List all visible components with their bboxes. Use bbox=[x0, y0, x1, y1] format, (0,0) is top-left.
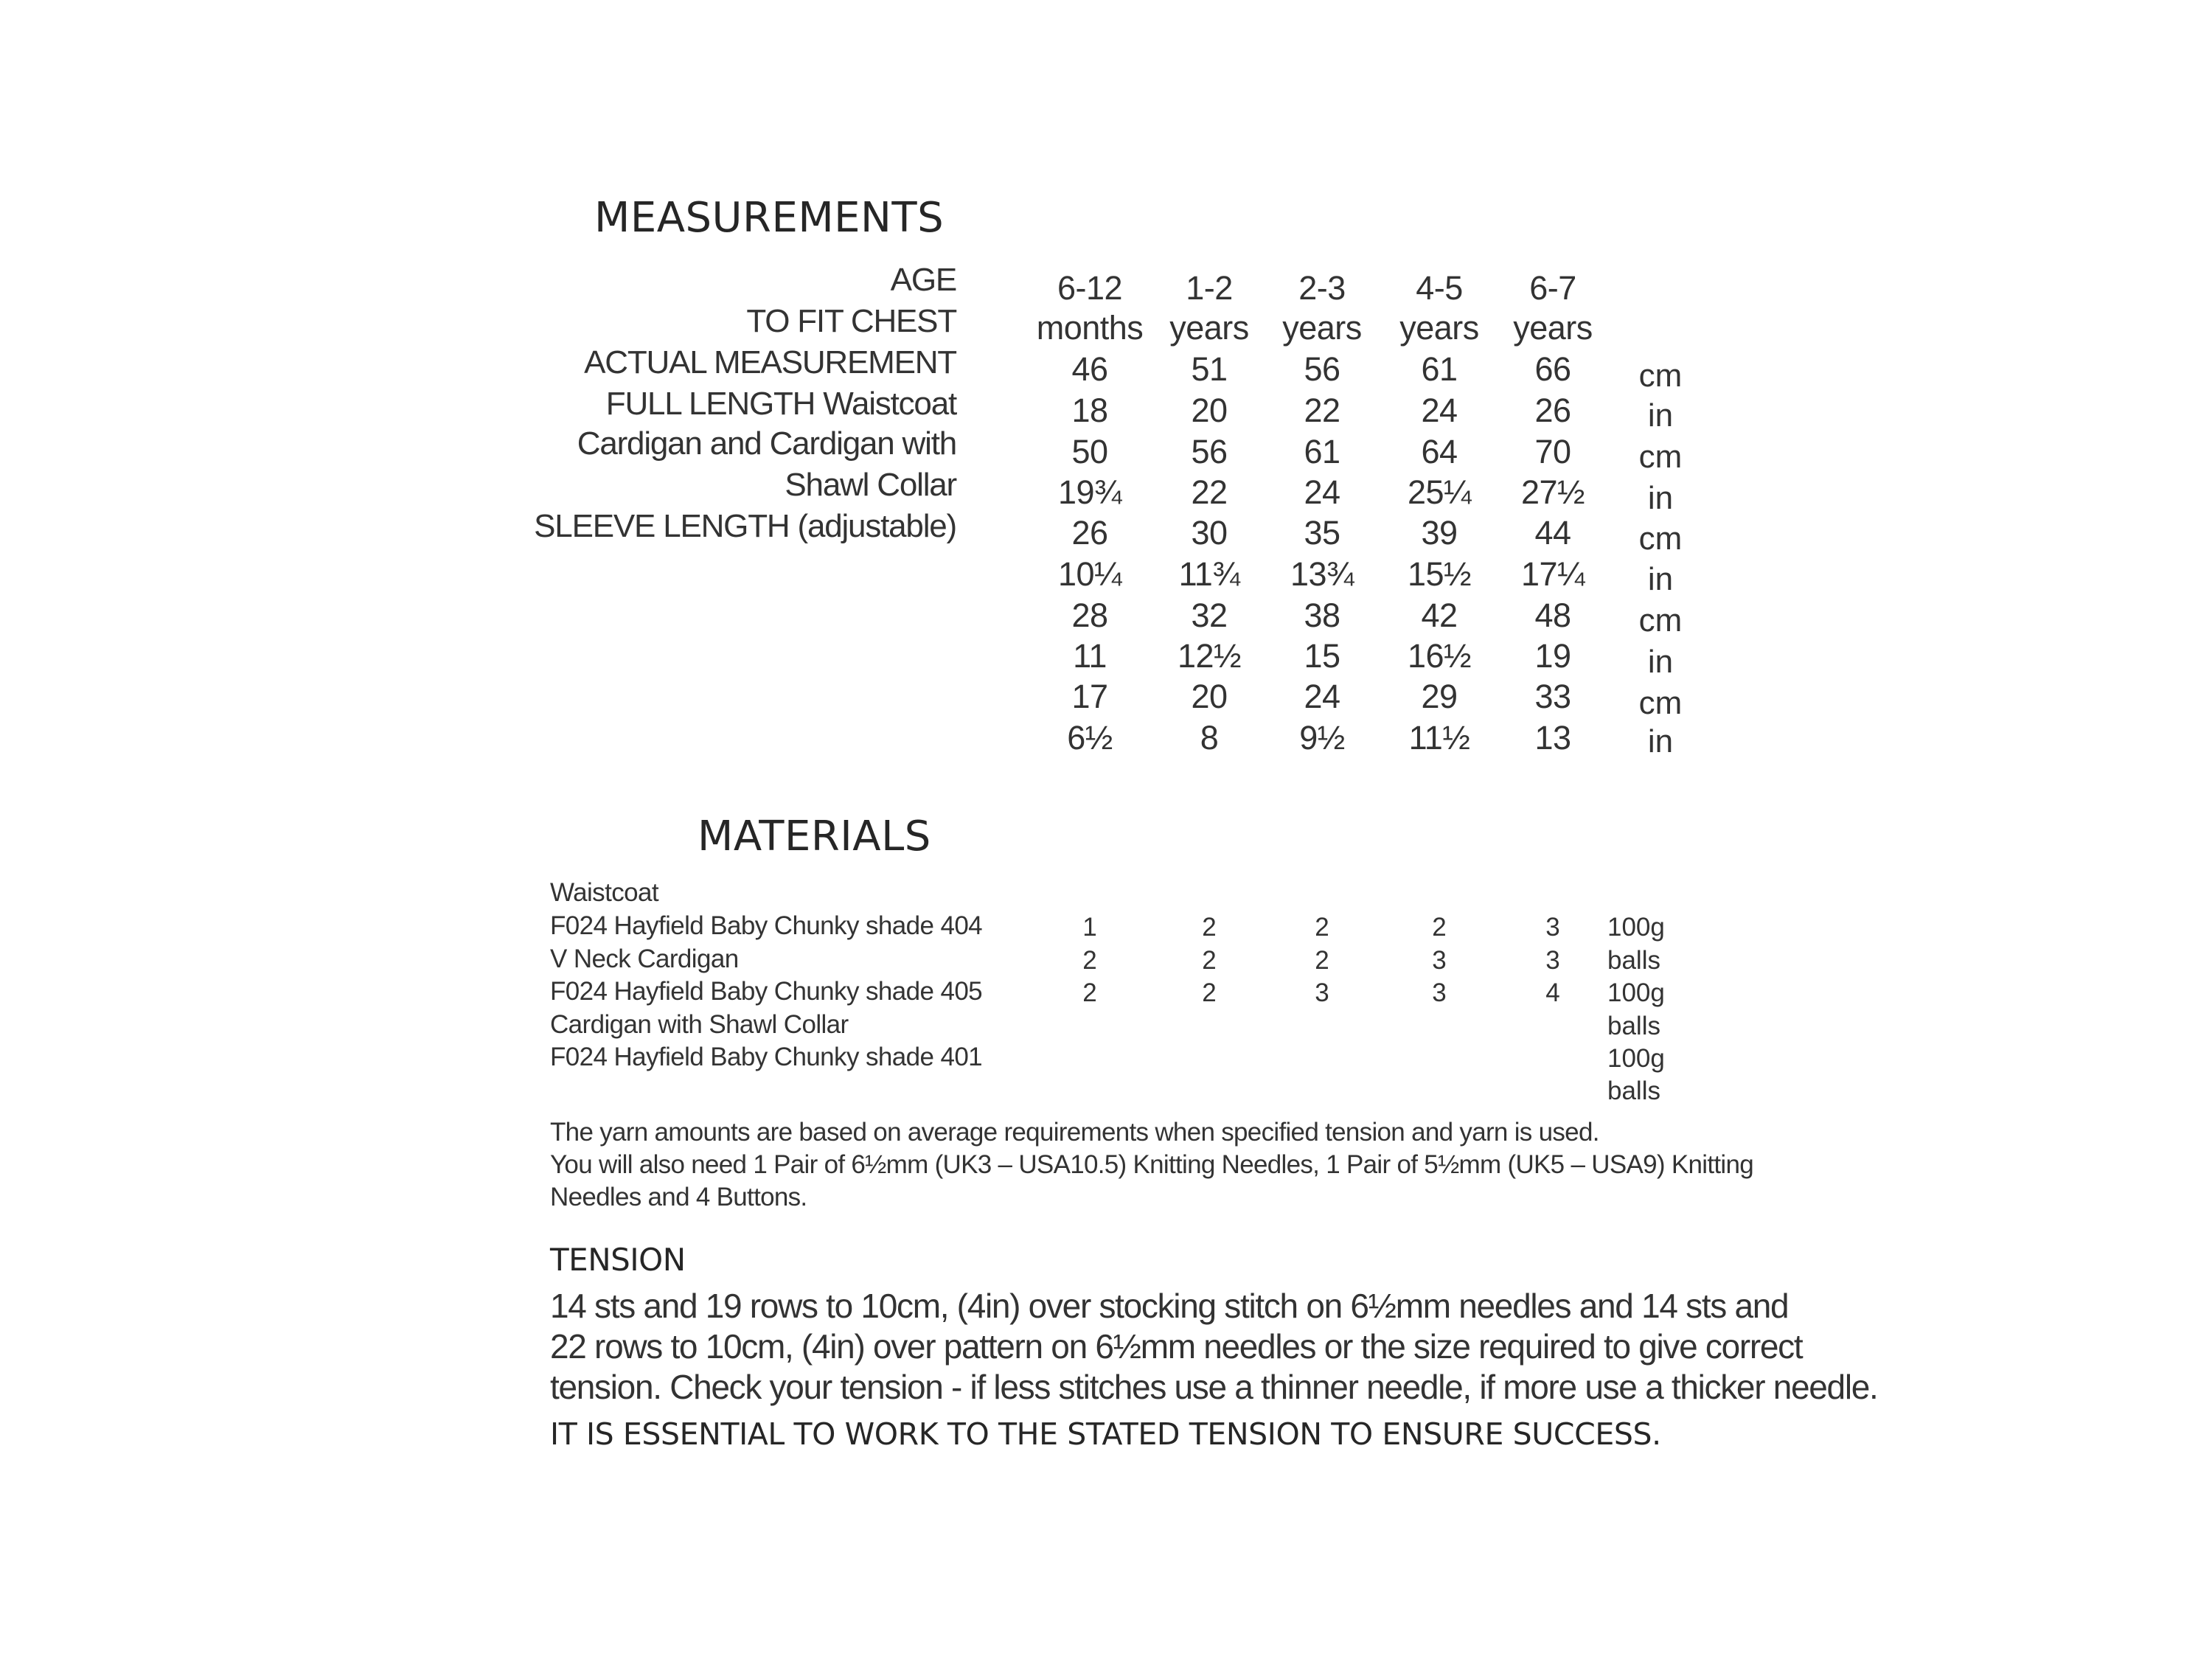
material-quantity: 2 bbox=[1202, 978, 1217, 1007]
measurement-cell: 18 bbox=[1071, 392, 1108, 429]
measurement-unit: in bbox=[1647, 480, 1674, 516]
tension-essential-notice: IT IS ESSENTIAL TO WORK TO THE STATED TENSION TO ENSURE SUCCESS. bbox=[550, 1416, 1661, 1452]
material-quantity: 3 bbox=[1545, 946, 1560, 975]
material-quantity: 3 bbox=[1432, 946, 1447, 975]
material-quantity: 3 bbox=[1432, 978, 1447, 1007]
label-sleeve-length: SLEEVE LENGTH (adjustable) bbox=[534, 508, 956, 544]
needles-note: You will also need 1 Pair of 6½mm (UK3 – USA10.5) Knitting Needles, 1 Pair of 5½mm (UK5 – USA9) Knitting bbox=[550, 1150, 1753, 1179]
measurement-cell: 17¼ bbox=[1520, 555, 1585, 593]
needles-note-continued: Needles and 4 Buttons. bbox=[550, 1183, 807, 1211]
measurement-unit: cm bbox=[1638, 602, 1683, 639]
tension-line: 14 sts and 19 rows to 10cm, (4in) over stocking stitch on 6½mm needles and 14 sts and bbox=[550, 1287, 1789, 1325]
material-unit: balls bbox=[1607, 1012, 1660, 1040]
measurement-cell: 12½ bbox=[1177, 637, 1242, 675]
measurement-cell: 19¾ bbox=[1057, 473, 1122, 511]
measurement-cell: 35 bbox=[1304, 514, 1340, 552]
material-quantity: 2 bbox=[1202, 913, 1217, 942]
measurement-cell: 70 bbox=[1534, 433, 1571, 470]
measurement-cell: 24 bbox=[1304, 678, 1340, 715]
label-age: AGE bbox=[890, 262, 956, 298]
material-unit: balls bbox=[1607, 1077, 1660, 1105]
measurement-cell: 9½ bbox=[1299, 719, 1345, 757]
measurement-unit: in bbox=[1647, 397, 1674, 434]
age-range-cell: 4-5 bbox=[1416, 269, 1463, 307]
measurement-cell: 48 bbox=[1534, 597, 1571, 634]
measurement-cell: 24 bbox=[1421, 392, 1458, 429]
measurement-cell: 42 bbox=[1421, 597, 1458, 634]
measurement-cell: 10¼ bbox=[1057, 555, 1122, 593]
measurement-cell: 64 bbox=[1421, 433, 1458, 470]
yarn-note: The yarn amounts are based on average requirements when specified tension and yarn is used. bbox=[550, 1118, 1599, 1147]
material-unit: 100g bbox=[1607, 978, 1665, 1007]
measurement-cell: 46 bbox=[1071, 350, 1108, 388]
material-label: Waistcoat bbox=[550, 878, 658, 907]
material-quantity: 4 bbox=[1545, 978, 1560, 1007]
age-unit-cell: years bbox=[1282, 309, 1362, 347]
age-unit-cell: years bbox=[1513, 309, 1593, 347]
measurement-cell: 25¼ bbox=[1407, 473, 1472, 511]
measurement-cell: 11 bbox=[1073, 637, 1107, 675]
label-to-fit-chest: TO FIT CHEST bbox=[746, 303, 956, 339]
tension-line: 22 rows to 10cm, (4in) over pattern on 6½mm needles or the size required to give correct bbox=[550, 1327, 1803, 1366]
material-quantity: 2 bbox=[1315, 913, 1329, 942]
material-quantity: 2 bbox=[1315, 946, 1329, 975]
material-quantity: 1 bbox=[1082, 913, 1097, 942]
measurement-cell: 11½ bbox=[1408, 719, 1470, 757]
measurement-cell: 61 bbox=[1421, 350, 1458, 388]
measurement-cell: 16½ bbox=[1407, 637, 1472, 675]
measurement-cell: 19 bbox=[1534, 637, 1571, 675]
measurement-cell: 33 bbox=[1534, 678, 1571, 715]
material-quantity: 3 bbox=[1315, 978, 1329, 1007]
label-actual-measurement: ACTUAL MEASUREMENT bbox=[584, 344, 956, 380]
material-unit: balls bbox=[1607, 946, 1660, 975]
measurement-cell: 56 bbox=[1191, 433, 1228, 470]
measurement-unit: in bbox=[1647, 644, 1674, 680]
age-range-cell: 6-7 bbox=[1529, 269, 1576, 307]
material-quantity: 2 bbox=[1202, 946, 1217, 975]
measurement-cell: 61 bbox=[1304, 433, 1340, 470]
measurement-cell: 39 bbox=[1421, 514, 1458, 552]
measurement-cell: 51 bbox=[1191, 350, 1228, 388]
measurement-cell: 56 bbox=[1304, 350, 1340, 388]
material-label: F024 Hayfield Baby Chunky shade 404 bbox=[550, 911, 983, 940]
measurement-cell: 13 bbox=[1534, 719, 1571, 757]
measurement-cell: 15 bbox=[1304, 637, 1340, 675]
measurement-cell: 28 bbox=[1071, 597, 1108, 634]
material-label: V Neck Cardigan bbox=[550, 945, 739, 973]
materials-heading: MATERIALS bbox=[698, 813, 931, 860]
material-label: F024 Hayfield Baby Chunky shade 405 bbox=[550, 977, 983, 1006]
measurement-cell: 20 bbox=[1191, 678, 1228, 715]
measurement-cell: 13¾ bbox=[1290, 555, 1354, 593]
measurement-cell: 66 bbox=[1534, 350, 1571, 388]
measurement-cell: 6½ bbox=[1067, 719, 1113, 757]
measurement-cell: 22 bbox=[1304, 392, 1340, 429]
measurement-unit: cm bbox=[1638, 685, 1683, 721]
measurement-unit: cm bbox=[1638, 439, 1683, 475]
material-quantity: 3 bbox=[1545, 913, 1560, 942]
measurement-cell: 29 bbox=[1421, 678, 1458, 715]
label-full-length: FULL LENGTH Waistcoat bbox=[605, 386, 956, 422]
measurement-cell: 24 bbox=[1304, 473, 1340, 511]
material-quantity: 2 bbox=[1082, 978, 1097, 1007]
measurement-cell: 11¾ bbox=[1178, 555, 1240, 593]
measurement-unit: cm bbox=[1638, 358, 1683, 394]
measurements-heading: MEASUREMENTS bbox=[594, 194, 945, 242]
age-unit-cell: months bbox=[1036, 309, 1144, 347]
label-cardigan: Cardigan and Cardigan with bbox=[577, 425, 956, 462]
material-unit: 100g bbox=[1607, 913, 1665, 942]
age-range-cell: 2-3 bbox=[1298, 269, 1346, 307]
age-unit-cell: years bbox=[1169, 309, 1249, 347]
measurement-cell: 32 bbox=[1191, 597, 1228, 634]
measurement-cell: 20 bbox=[1191, 392, 1228, 429]
material-quantity: 2 bbox=[1082, 946, 1097, 975]
measurement-cell: 22 bbox=[1191, 473, 1228, 511]
measurement-cell: 8 bbox=[1200, 719, 1219, 757]
measurement-cell: 38 bbox=[1304, 597, 1340, 634]
measurement-cell: 26 bbox=[1534, 392, 1571, 429]
measurement-cell: 15½ bbox=[1407, 555, 1472, 593]
material-quantity: 2 bbox=[1432, 913, 1447, 942]
measurement-cell: 17 bbox=[1071, 678, 1108, 715]
material-label: F024 Hayfield Baby Chunky shade 401 bbox=[550, 1043, 983, 1071]
tension-heading: TENSION bbox=[550, 1242, 686, 1278]
measurement-cell: 27½ bbox=[1520, 473, 1585, 511]
label-shawl-collar: Shawl Collar bbox=[785, 467, 956, 503]
material-unit: 100g bbox=[1607, 1044, 1665, 1073]
measurement-cell: 44 bbox=[1534, 514, 1571, 552]
age-range-cell: 6-12 bbox=[1057, 269, 1123, 307]
measurement-unit: in bbox=[1647, 723, 1674, 759]
measurement-cell: 30 bbox=[1191, 514, 1228, 552]
measurement-cell: 26 bbox=[1071, 514, 1108, 552]
measurement-cell: 50 bbox=[1071, 433, 1108, 470]
age-range-cell: 1-2 bbox=[1186, 269, 1233, 307]
age-unit-cell: years bbox=[1399, 309, 1479, 347]
material-label: Cardigan with Shawl Collar bbox=[550, 1010, 849, 1039]
measurement-unit: in bbox=[1647, 561, 1674, 597]
tension-line: tension. Check your tension - if less stitches use a thinner needle, if more use a thicker needle. bbox=[550, 1368, 1878, 1406]
measurement-unit: cm bbox=[1638, 521, 1683, 557]
